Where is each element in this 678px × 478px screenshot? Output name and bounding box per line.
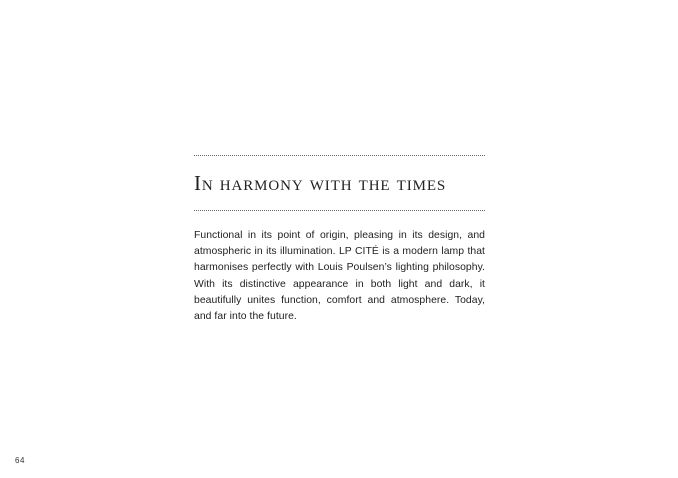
text-section (194, 152, 485, 325)
section-heading: In harmony with the times (194, 171, 447, 195)
dotted-divider-bottom (194, 210, 485, 211)
page-number: 64 (15, 456, 26, 465)
body-paragraph: Functional in its point of origin, pleasing in its design, and atmospheric in its illumination. LP CITÉ is a modern lamp that harmonises perfectly with Louis Poulsen’s lighting philosophy. With its distinctive appearance in both light and dark, it beautifully unites function, comfort and atmosphere. Today, and far into the future. (194, 230, 485, 323)
dotted-divider-top (194, 155, 485, 156)
